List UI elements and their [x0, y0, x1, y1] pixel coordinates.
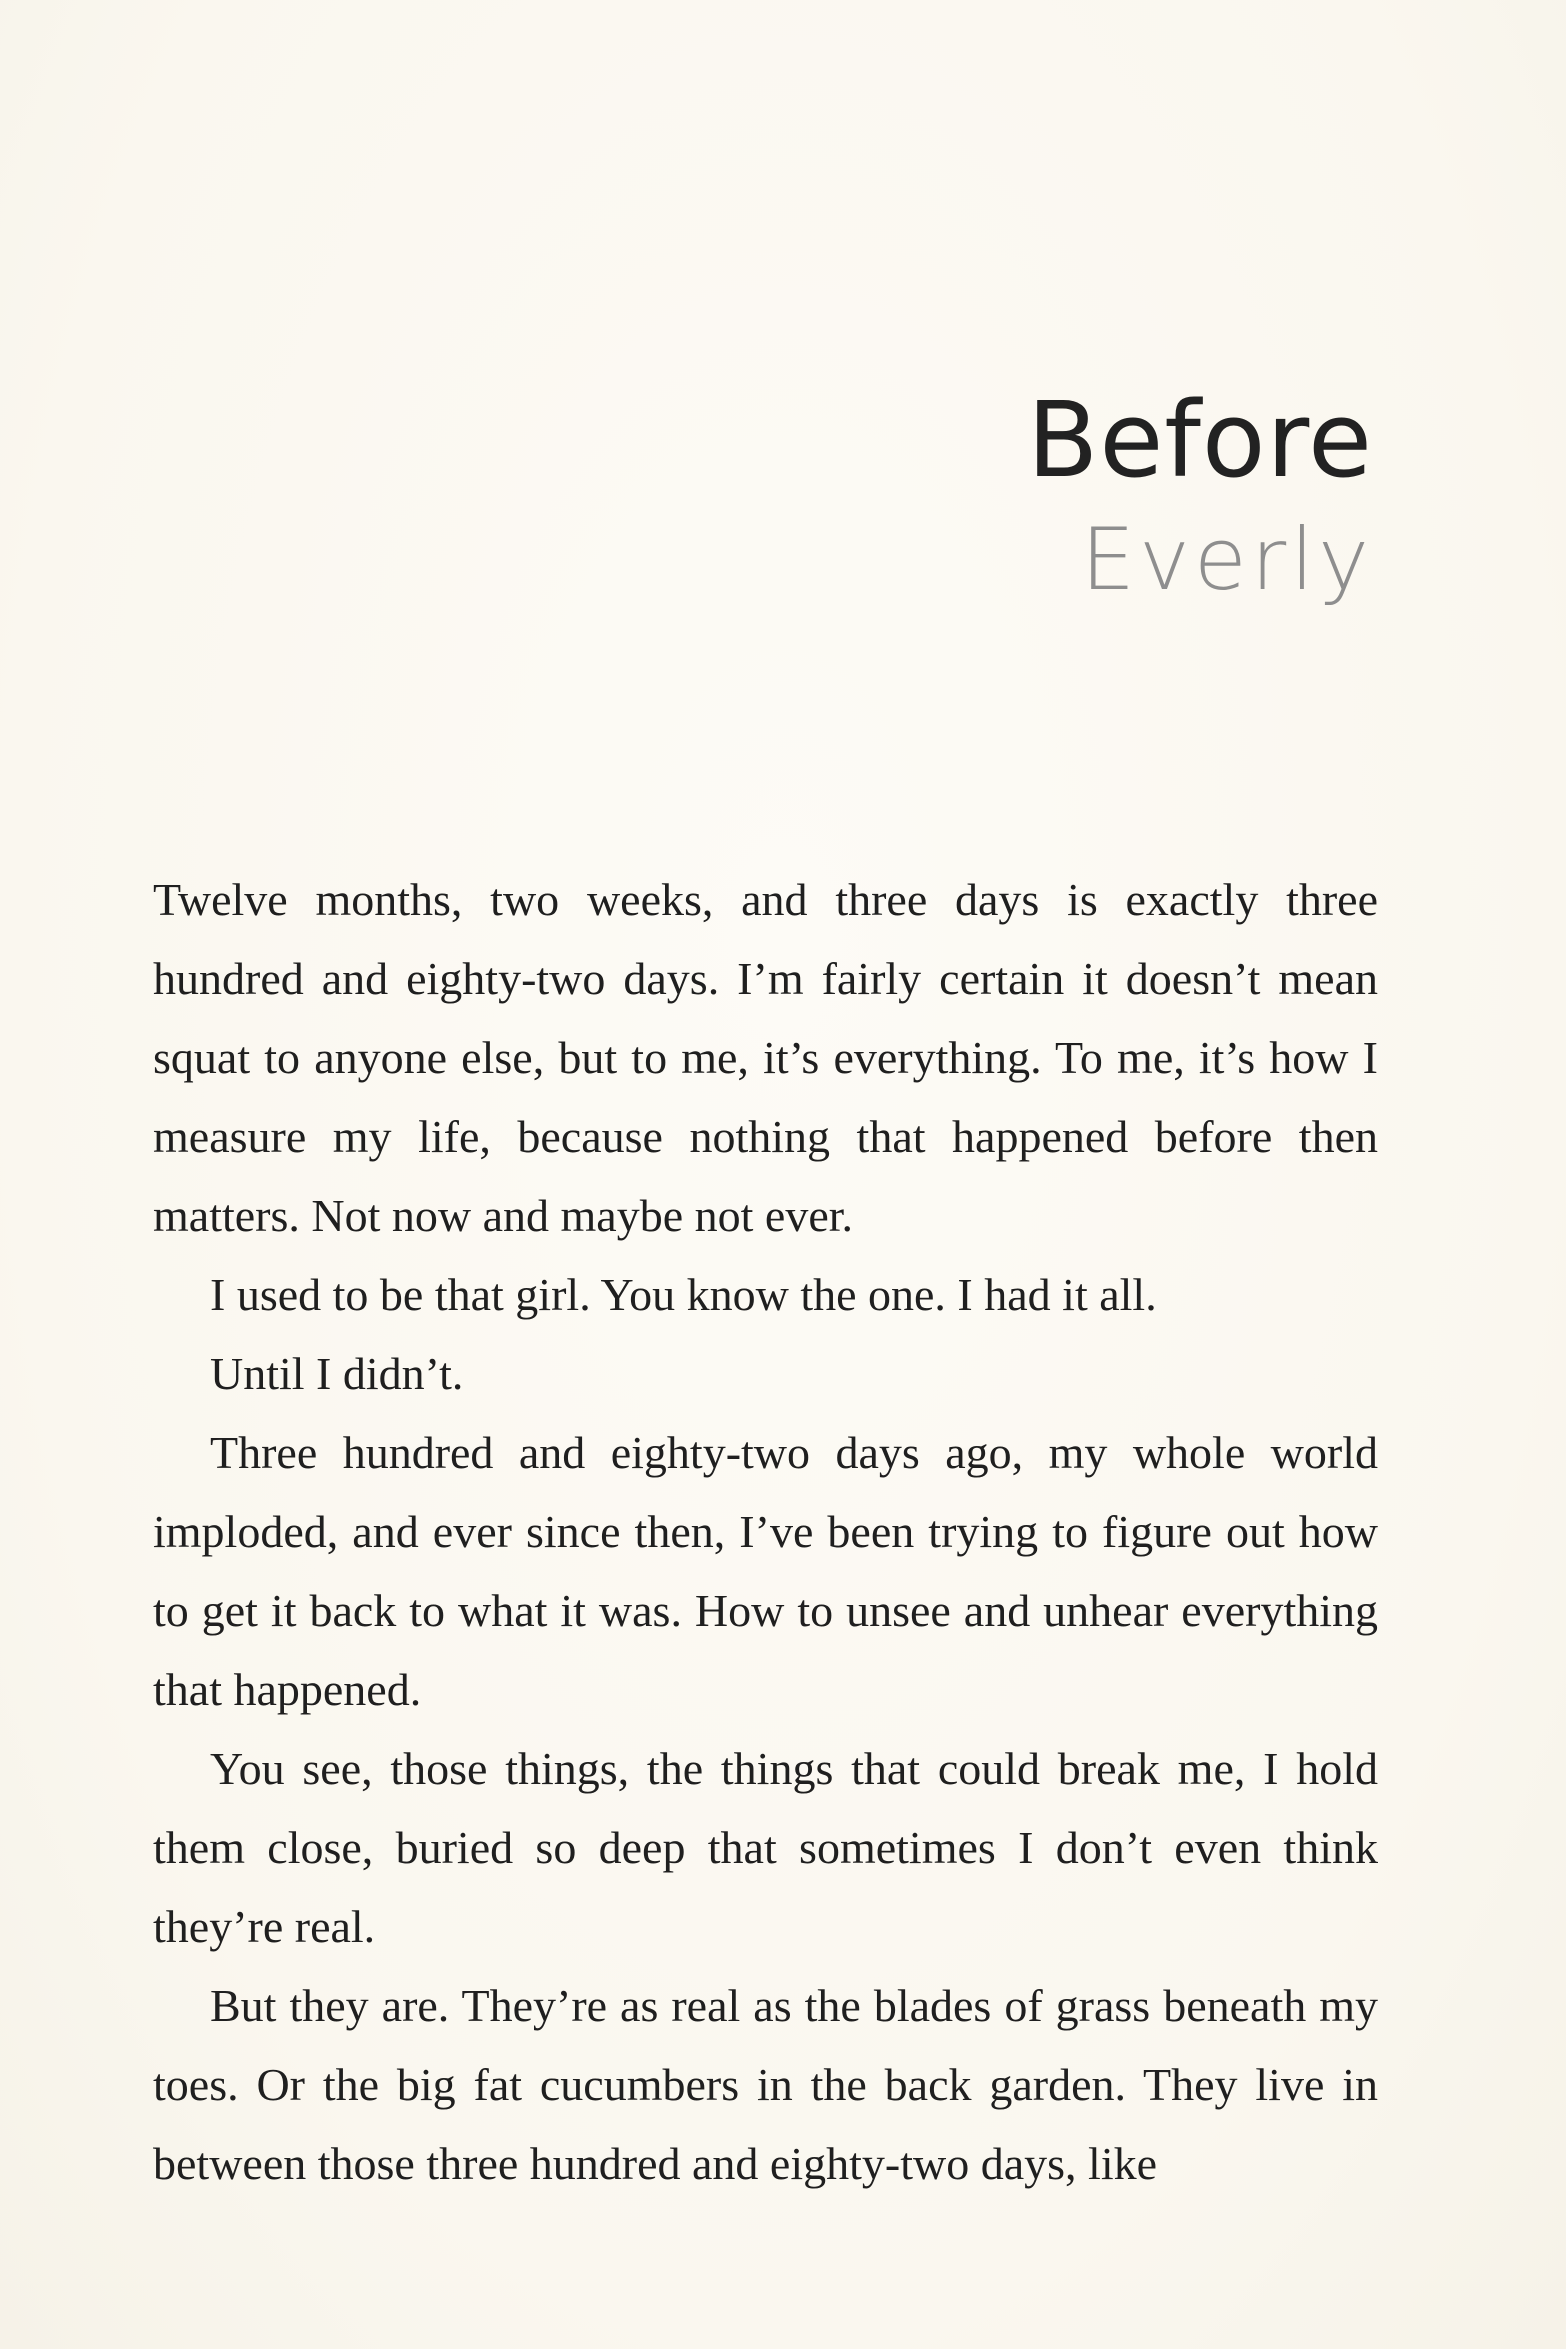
paragraph: Twelve months, two weeks, and three days is exactly three hundred and eighty-two days. I’m fairly certain it doesn’t mean squat to anyone else, but to me, it’s everything. To me, it’s how I measure my life, because nothing that happened before then matters. Not now and maybe not ever.	[153, 874, 1378, 1241]
paragraph: You see, those things, the things that could break me, I hold them close, buried so deep that sometimes I don’t even think they’re real.	[153, 1743, 1378, 1952]
paragraph: Until I didn’t.	[210, 1348, 464, 1399]
paragraph: I used to be that girl. You know the one. I had it all.	[210, 1269, 1157, 1320]
chapter-body	[153, 860, 1378, 2203]
paragraph: But they are. They’re as real as the blades of grass beneath my toes. Or the big fat cucumbers in the back garden. They live in between those three hundred and eighty-two days, like	[153, 1980, 1378, 2189]
paragraph: Three hundred and eighty-two days ago, my whole world imploded, and ever since then, I’ve been trying to figure out how to get it back to what it was. How to unsee and unhear everything that happened.	[153, 1427, 1378, 1715]
chapter-heading	[1026, 379, 1373, 615]
chapter-pov-name: Everly	[1080, 510, 1373, 610]
chapter-title: Before	[1026, 379, 1373, 501]
